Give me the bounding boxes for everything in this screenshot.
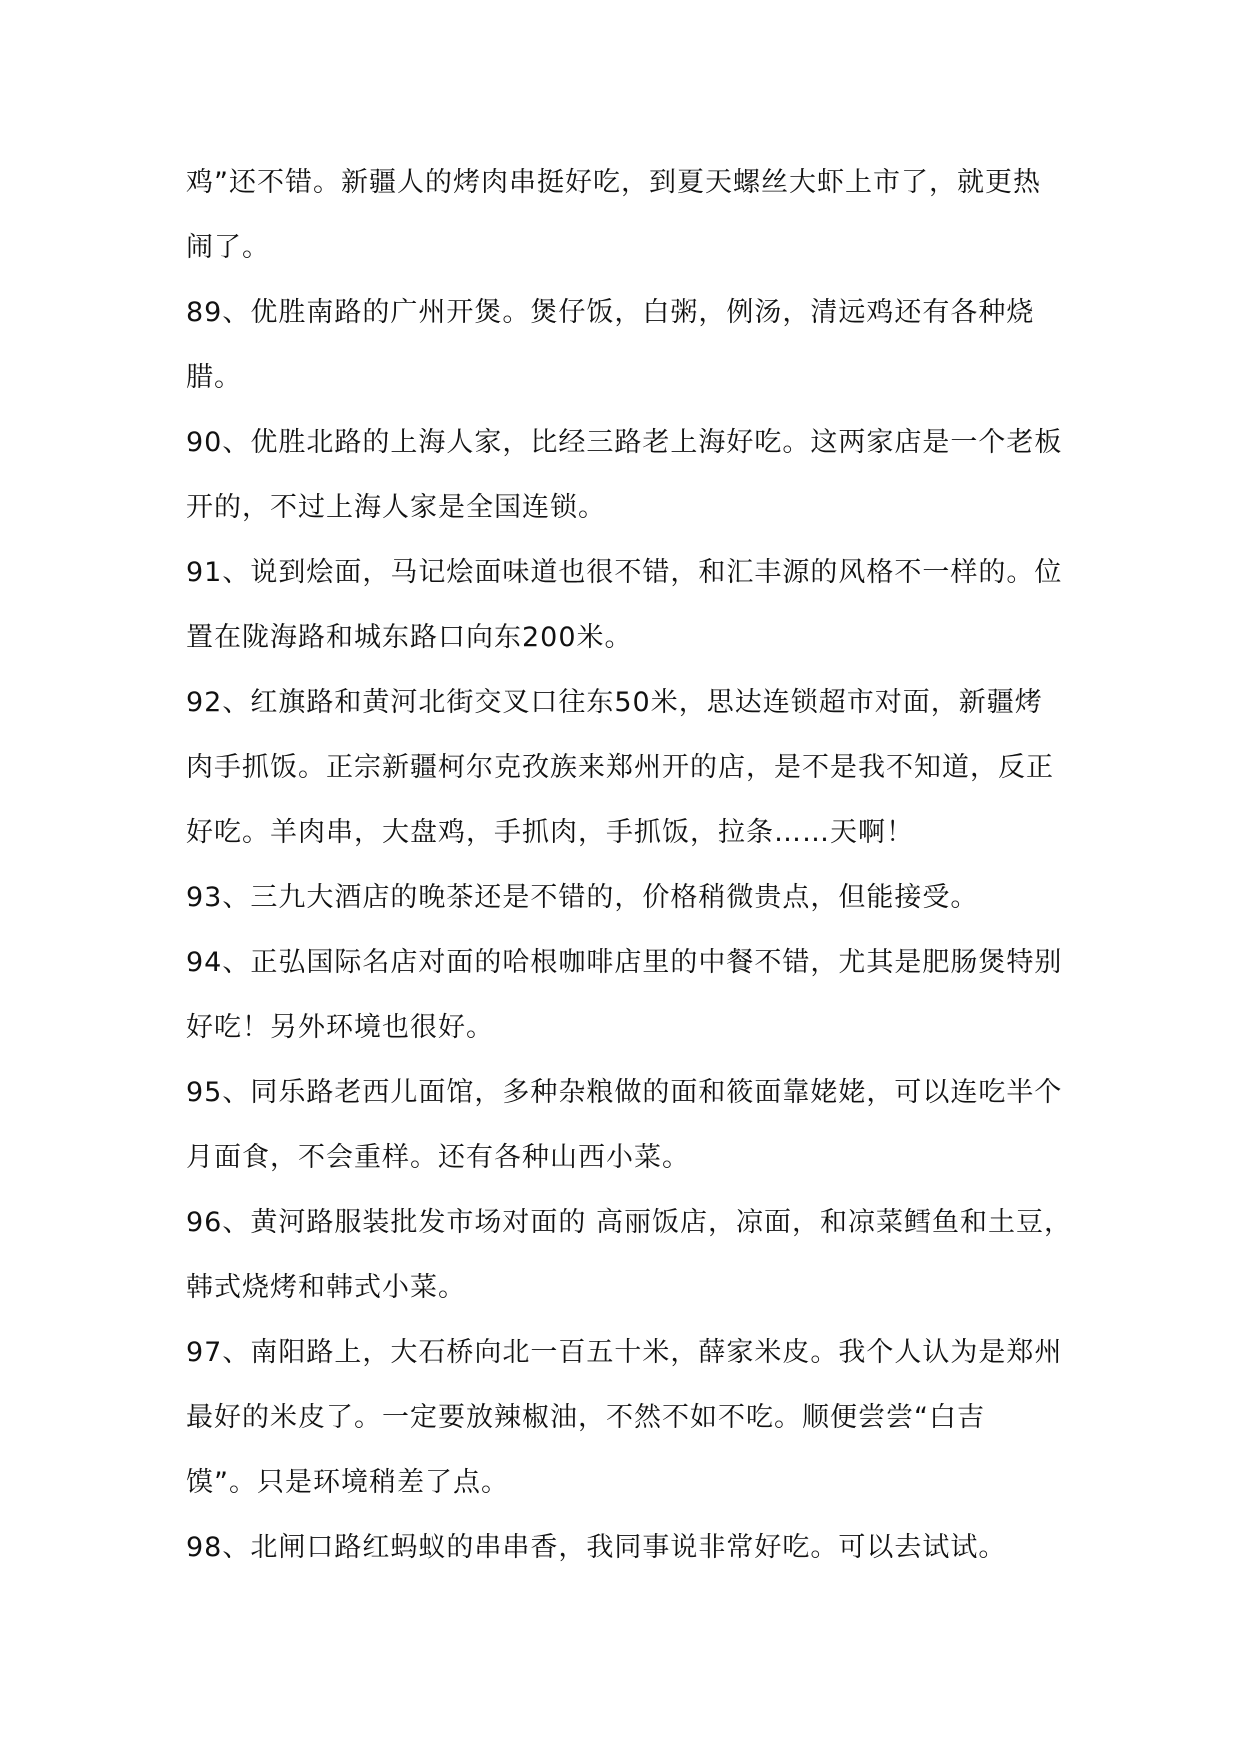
document-body bbox=[186, 150, 1086, 1580]
text-line: 腊。 bbox=[186, 362, 242, 393]
text-line: 96、黄河路服装批发市场对面的 高丽饭店，凉面，和凉菜鳕鱼和土豆， bbox=[186, 1207, 1072, 1238]
text-line: 91、说到烩面，马记烩面味道也很不错，和汇丰源的风格不一样的。位 bbox=[186, 557, 1063, 588]
text-line: 89、优胜南路的广州开煲。煲仔饭，白粥，例汤，清远鸡还有各种烧 bbox=[186, 297, 1035, 328]
text-line: 韩式烧烤和韩式小菜。 bbox=[186, 1272, 466, 1303]
text-line: 好吃。羊肉串，大盘鸡，手抓肉，手抓饭，拉条……天啊！ bbox=[186, 817, 914, 848]
text-line: 94、正弘国际名店对面的哈根咖啡店里的中餐不错，尤其是肥肠煲特别 bbox=[186, 947, 1063, 978]
text-line: 95、同乐路老西儿面馆，多种杂粮做的面和筱面靠姥姥，可以连吃半个 bbox=[186, 1077, 1063, 1108]
text-line: 月面食，不会重样。还有各种山西小菜。 bbox=[186, 1142, 690, 1173]
text-line: 好吃！另外环境也很好。 bbox=[186, 1012, 494, 1043]
text-line: 98、北闸口路红蚂蚁的串串香，我同事说非常好吃。可以去试试。 bbox=[186, 1532, 1007, 1563]
text-line: 97、南阳路上，大石桥向北一百五十米，薛家米皮。我个人认为是郑州 bbox=[186, 1337, 1063, 1368]
text-line: 93、三九大酒店的晚茶还是不错的，价格稍微贵点，但能接受。 bbox=[186, 882, 979, 913]
text-line: 开的，不过上海人家是全国连锁。 bbox=[186, 492, 606, 523]
text-line: 鸡”还不错。新疆人的烤肉串挺好吃，到夏天螺丝大虾上市了，就更热 bbox=[186, 167, 1041, 198]
text-line: 90、优胜北路的上海人家，比经三路老上海好吃。这两家店是一个老板 bbox=[186, 427, 1063, 458]
text-line: 闹了。 bbox=[186, 232, 270, 263]
text-line: 92、红旗路和黄河北街交叉口往东50米，思达连锁超市对面，新疆烤 bbox=[186, 687, 1043, 718]
text-line: 置在陇海路和城东路口向东200米。 bbox=[186, 622, 633, 653]
text-line: 馍”。只是环境稍差了点。 bbox=[186, 1467, 509, 1498]
text-line: 肉手抓饭。正宗新疆柯尔克孜族来郑州开的店，是不是我不知道，反正 bbox=[186, 752, 1054, 783]
text-line: 最好的米皮了。一定要放辣椒油，不然不如不吃。顺便尝尝“白吉 bbox=[186, 1402, 985, 1433]
